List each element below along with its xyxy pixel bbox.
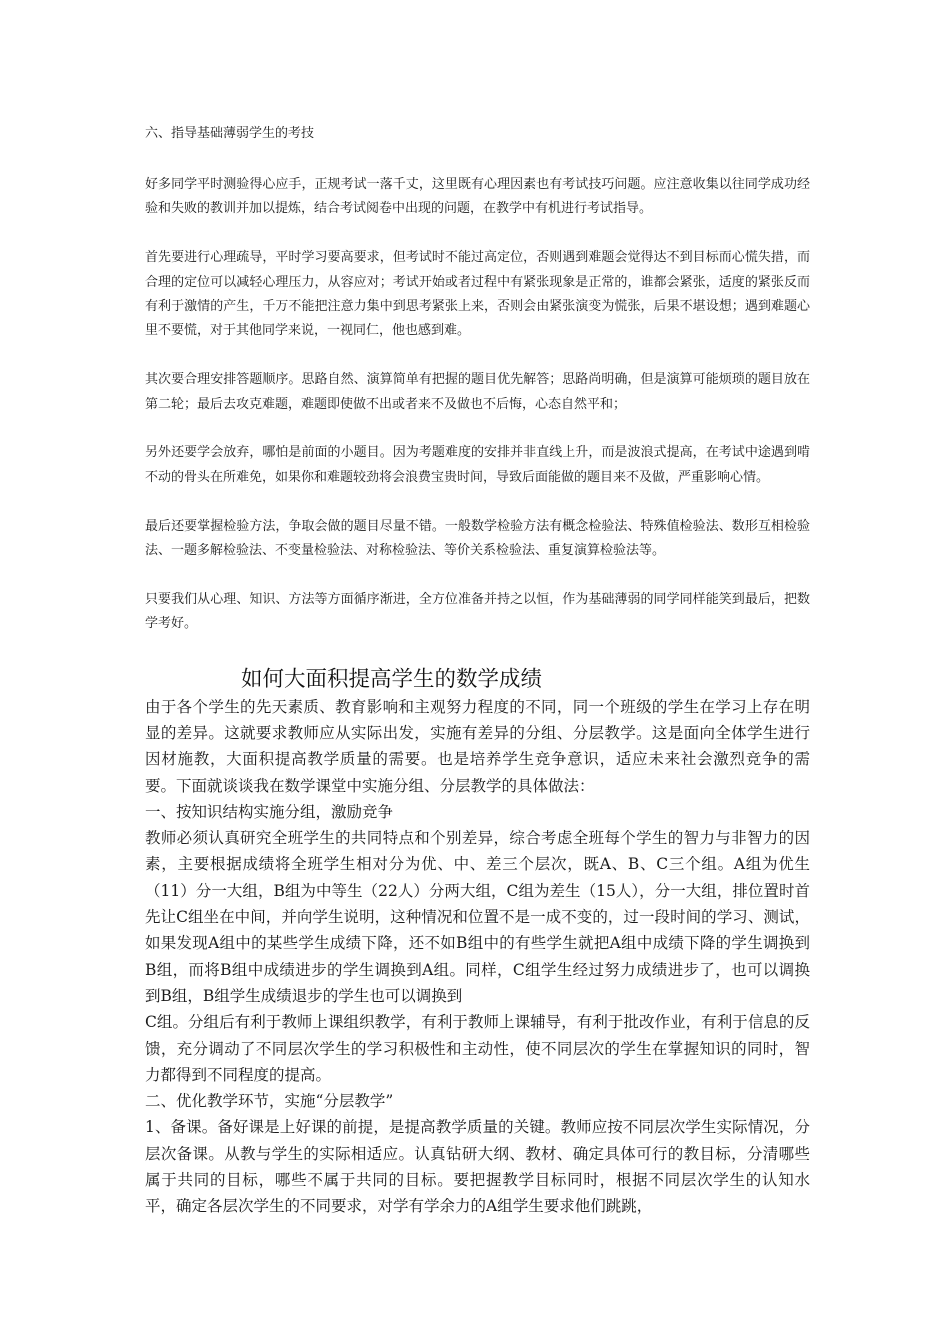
paragraph: 由于各个学生的先天素质、教育影响和主观努力程度的不同，同一个班级的学生在学习上存在明显的差异。这就要求教师应从实际出发，实施有差异的分组、分层教学。这是面向全体学生进行因材施教，大面积提高教学质量的需要。也是培养学生竞争意识，适应未来社会激烈竞争的需要。下面就谈谈我在数学课堂中实施分组、分层教学的具体做法： (145, 697, 810, 795)
paragraph: 最后还要掌握检验方法，争取会做的题目尽量不错。一般数学检验方法有概念检验法、特殊值检验法、数形互相检验法、一题多解检验法、不变量检验法、对称检验法、等价关系检验法、重复演算检验法等。 (145, 518, 810, 559)
article-title: 如何大面积提高学生的数学成绩 (241, 666, 543, 692)
subheading: 一、按知识结构实施分组，激励竞争 (145, 802, 394, 821)
document-page (145, 122, 810, 1220)
paragraph: 另外还要学会放弃，哪怕是前面的小题目。因为考题难度的安排并非直线上升，而是波浪式提高，在考试中途遇到啃不动的骨头在所难免，如果你和难题较劲将会浪费宝贵时间，导致后面能做的题目来不及做，严重影响心情。 (145, 445, 810, 485)
paragraph: 教师必须认真研究全班学生的共同特点和个别差异，综合考虑全班每个学生的智力与非智力的因素，主要根据成绩将全班学生相对分为优、中、差三个层次，既A、B、C三个组。A组为优生（11）分一大组，B组为中等生（22人）分两大组，C组为差生（15人），分一大组，排位置时首先让C组坐在中间，并向学生说明，这种情况和位置不是一成不变的，过一段时间的学习、测试，如果发现A组中的某些学生成绩下降，还不如B组中的有些学生就把A组中成绩下降的学生调换到B组，而将B组中成绩进步的学生调换到A组。同样，C组学生经过努力成绩进步了，也可以调换到B组，B组学生成绩退步的学生也可以调换到 (145, 829, 810, 1005)
paragraph: 1、备课。备好课是上好课的前提，是提高教学质量的关键。教师应按不同层次学生实际情况，分层次备课。从教与学生的实际相适应。认真钻研大纲、教材、确定具体可行的教目标，分清哪些属于共同的目标，哪些不属于共同的目标。要把握教学目标同时，根据不同层次学生的认知水平，确定各层次学生的不同要求，对学有学余力的A组学生要求他们跳跳， (145, 1118, 810, 1216)
paragraph: 好多同学平时测验得心应手，正规考试一落千丈，这里既有心理因素也有考试技巧问题。应注意收集以往同学成功经验和失败的教训并加以提炼，结合考试阅卷中出现的问题，在教学中有机进行考试指导。 (145, 177, 810, 217)
paragraph: 首先要进行心理疏导，平时学习要高要求，但考试时不能过高定位，否则遇到难题会觉得达不到目标而心慌失措，而合理的定位可以减轻心理压力，从容应对；考试开始或者过程中有紧张现象是正常的，谁都会紧张，适度的紧张反而有利于激情的产生，千万不能把注意力集中到思考紧张上来，否则会由紧张演变为慌张，后果不堪设想；遇到难题心里不要慌，对于其他同学来说，一视同仁，他也感到难。 (145, 250, 810, 339)
paragraph: 其次要合理安排答题顺序。思路自然、演算简单有把握的题目优先解答；思路尚明确，但是演算可能烦琐的题目放在第二轮；最后去攻克难题，难题即使做不出或者来不及做也不后悔，心态自然平和； (145, 372, 810, 412)
paragraph: 只要我们从心理、知识、方法等方面循序渐进，全方位准备并持之以恒，作为基础薄弱的同学同样能笑到最后，把数学考好。 (145, 591, 810, 632)
paragraph: C组。分组后有利于教师上课组织教学，有利于教师上课辅导，有利于批改作业，有利于信息的反馈，充分调动了不同层次学生的学习积极性和主动性，使不同层次的学生在掌握知识的同时，智力都得到不同程度的提高。 (145, 1013, 810, 1084)
subheading: 二、优化教学环节，实施“分层教学” (145, 1092, 394, 1111)
section-heading-exam-skills: 六、指导基础薄弱学生的考技 (145, 126, 315, 141)
